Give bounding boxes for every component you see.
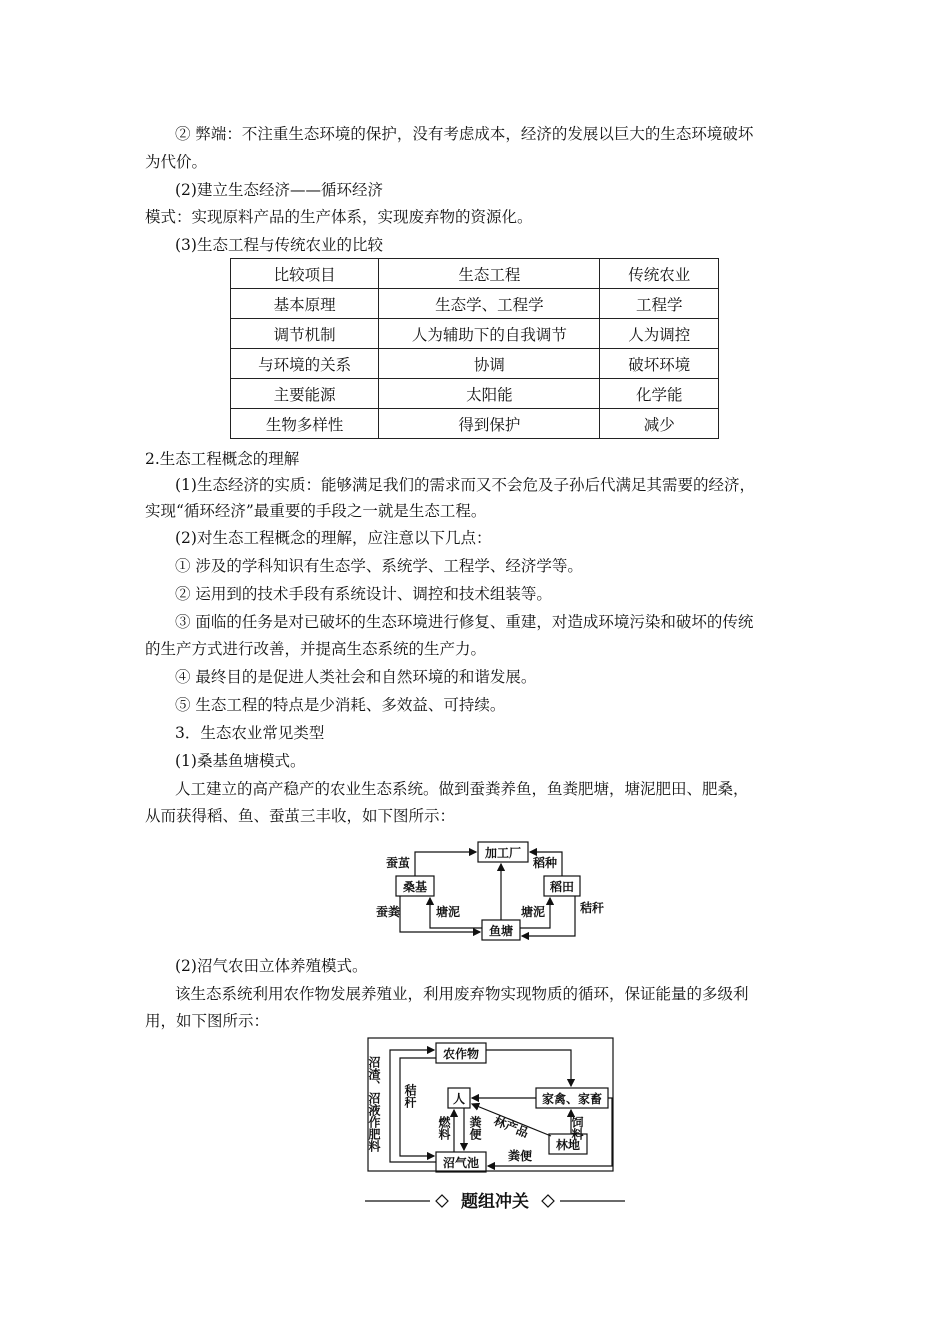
arrow-cocoon bbox=[415, 852, 476, 876]
label-fuel: 燃料 bbox=[437, 1116, 451, 1140]
paragraph: 实现“循环经济”最重要的手段之一就是生态工程。 bbox=[145, 502, 487, 520]
paragraph: ⑤ 生态工程的特点是少消耗、多效益、可持续。 bbox=[175, 696, 506, 714]
label-cocoon: 蚕茧 bbox=[386, 856, 411, 870]
table-cell: 得到保护 bbox=[379, 409, 600, 439]
table-cell: 调节机制 bbox=[231, 319, 379, 349]
paragraph: ② 弊端：不注重生态环境的保护，没有考虑成本，经济的发展以巨大的生态环境破坏 bbox=[175, 125, 754, 143]
table-row bbox=[231, 409, 719, 439]
paragraph: (2)对生态工程概念的理解，应注意以下几点： bbox=[175, 529, 492, 547]
label-forest-products: 林产品 bbox=[491, 1113, 531, 1141]
table-cell: 主要能源 bbox=[231, 379, 379, 409]
paragraph: ② 运用到的技术手段有系统设计、调控和技术组装等。 bbox=[175, 585, 552, 603]
paragraph: 用，如下图所示： bbox=[145, 1012, 270, 1030]
node-factory: 加工厂 bbox=[484, 846, 522, 860]
table-header-row bbox=[231, 259, 719, 289]
paragraph: ④ 最终目的是促进人类社会和自然环境的和谐发展。 bbox=[175, 668, 537, 686]
label-feces: 粪便 bbox=[508, 1149, 533, 1163]
paragraph: 该生态系统利用农作物发展养殖业，利用废弃物实现物质的循环，保证能量的多级利 bbox=[175, 985, 749, 1003]
table-cell: 破坏环境 bbox=[600, 349, 719, 379]
table-cell: 人为辅助下的自我调节 bbox=[379, 319, 600, 349]
table-cell: 减少 bbox=[600, 409, 719, 439]
biogas-farming-diagram bbox=[366, 1036, 618, 1174]
paragraph: (1)桑基鱼塘模式。 bbox=[175, 752, 306, 770]
node-mulberry: 桑基 bbox=[402, 880, 428, 894]
node-crops: 农作物 bbox=[442, 1047, 480, 1061]
diamond-icon bbox=[436, 1195, 448, 1207]
table-header-cell: 生态工程 bbox=[379, 259, 600, 289]
paragraph: (2)建立生态经济——循环经济 bbox=[175, 181, 383, 199]
node-paddy: 稻田 bbox=[549, 880, 575, 894]
table-cell: 人为调控 bbox=[600, 319, 719, 349]
section-banner-title: 题组冲关 bbox=[461, 1192, 529, 1212]
paragraph: ③ 面临的任务是对已破坏的生态环境进行修复、重建，对造成环境污染和破坏的传统 bbox=[175, 613, 754, 631]
table-cell: 太阳能 bbox=[379, 379, 600, 409]
section-banner bbox=[360, 1188, 630, 1214]
label-feces: 粪便 bbox=[468, 1116, 482, 1140]
node-human: 人 bbox=[452, 1092, 466, 1106]
arrow-crops-poultry bbox=[486, 1050, 571, 1086]
table-cell: 协调 bbox=[379, 349, 600, 379]
table-row bbox=[231, 289, 719, 319]
table-header-cell: 传统农业 bbox=[600, 259, 719, 289]
label-seed: 稻种 bbox=[533, 856, 558, 870]
table-cell: 生态学、工程学 bbox=[379, 289, 600, 319]
node-biogas: 沼气池 bbox=[442, 1156, 480, 1170]
table-cell: 化学能 bbox=[600, 379, 719, 409]
node-pond: 鱼塘 bbox=[488, 924, 514, 938]
paragraph: ① 涉及的学科知识有生态学、系统学、工程学、经济学等。 bbox=[175, 557, 583, 575]
comparison-table bbox=[230, 258, 719, 439]
paragraph: 的生产方式进行改善，并提高生态系统的生产力。 bbox=[145, 640, 487, 658]
label-mud: 塘泥 bbox=[521, 905, 546, 919]
label-straw: 秸秆 bbox=[403, 1084, 417, 1108]
table-cell: 基本原理 bbox=[231, 289, 379, 319]
label-straw: 秸秆 bbox=[580, 901, 605, 915]
label-residue-fertilizer: 沼渣、沼液作肥料 bbox=[367, 1056, 381, 1152]
paragraph: 2.生态工程概念的理解 bbox=[145, 450, 300, 468]
paragraph: 从而获得稻、鱼、蚕茧三丰收，如下图所示： bbox=[145, 807, 456, 825]
table-row bbox=[231, 379, 719, 409]
table-row bbox=[231, 319, 719, 349]
table-header-cell: 比较项目 bbox=[231, 259, 379, 289]
node-woodland: 林地 bbox=[555, 1138, 581, 1152]
paragraph: 3．生态农业常见类型 bbox=[175, 724, 325, 742]
paragraph: (2)沼气农田立体养殖模式。 bbox=[175, 957, 368, 975]
table-row bbox=[231, 349, 719, 379]
label-silkworm-dung: 蚕粪 bbox=[376, 905, 401, 919]
paragraph: 人工建立的高产稳产的农业生态系统。做到蚕粪养鱼，鱼粪肥塘，塘泥肥田、肥桑， bbox=[175, 780, 749, 798]
paragraph: 为代价。 bbox=[145, 153, 208, 171]
table-cell: 与环境的关系 bbox=[231, 349, 379, 379]
paragraph: 模式：实现原料产品的生产体系，实现废弃物的资源化。 bbox=[145, 208, 533, 226]
node-poultry: 家禽、家畜 bbox=[541, 1092, 603, 1106]
mulberry-fish-pond-diagram bbox=[370, 832, 610, 950]
table-cell: 工程学 bbox=[600, 289, 719, 319]
paragraph: (1)生态经济的实质：能够满足我们的需求而又不会危及子孙后代满足其需要的经济， bbox=[175, 476, 755, 494]
label-feed: 饲料 bbox=[570, 1116, 584, 1140]
diamond-icon bbox=[542, 1195, 554, 1207]
label-mud: 塘泥 bbox=[436, 905, 461, 919]
table-cell: 生物多样性 bbox=[231, 409, 379, 439]
paragraph: (3)生态工程与传统农业的比较 bbox=[175, 236, 383, 254]
